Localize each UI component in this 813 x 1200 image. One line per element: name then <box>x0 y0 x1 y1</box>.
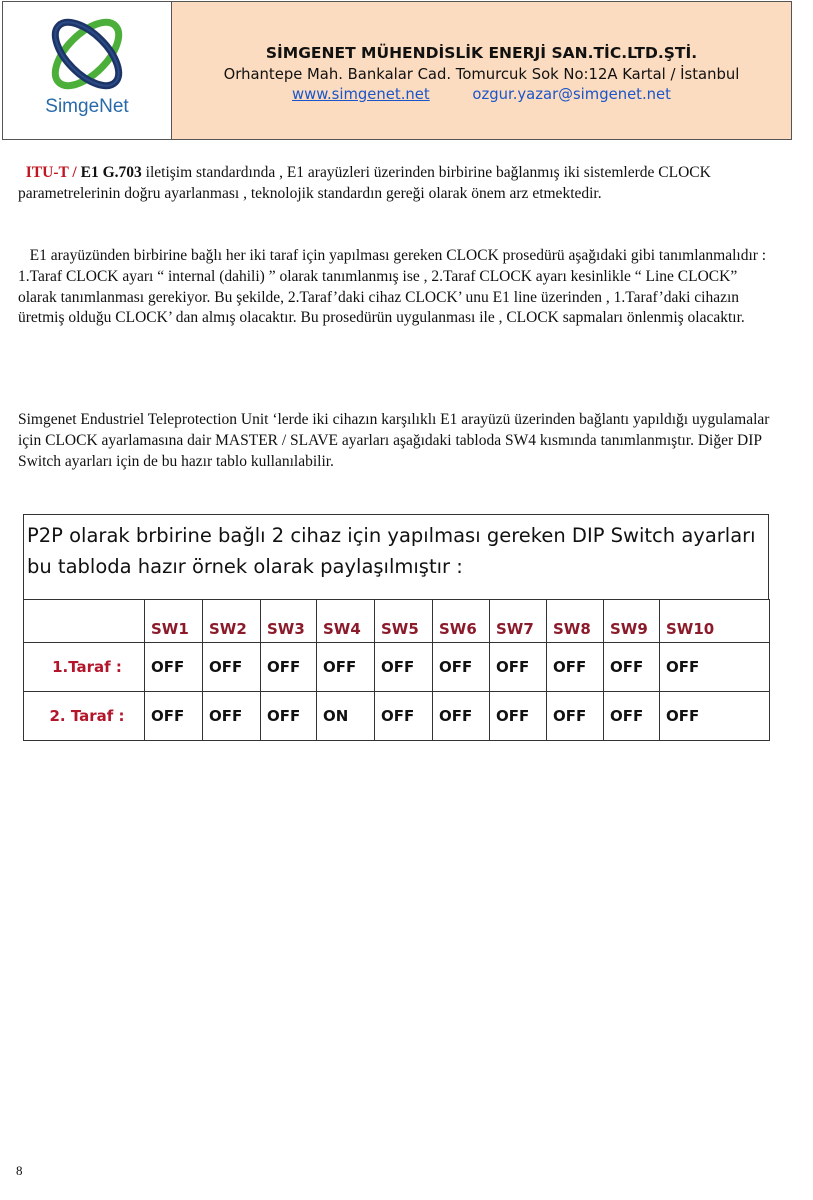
header-sw6: SW6 <box>433 600 490 643</box>
clock-procedure-paragraph <box>18 246 778 329</box>
cell-value: OFF <box>261 692 317 741</box>
header-sw2: SW2 <box>203 600 261 643</box>
page-number: 8 <box>16 1163 23 1178</box>
header-sw8: SW8 <box>547 600 604 643</box>
standard-label: E1 G.703 <box>80 164 142 181</box>
header-sw7: SW7 <box>490 600 547 643</box>
dip-switch-table <box>23 599 770 741</box>
company-address: Orhantepe Mah. Bankalar Cad. Tomurcuk Sok No:12A Kartal / İstanbul <box>223 66 740 83</box>
table-row <box>24 692 770 741</box>
row-label-taraf-1: 1.Taraf : <box>24 643 145 692</box>
letterhead <box>2 1 792 140</box>
simgenet-logo-icon <box>39 10 135 98</box>
header-sw1: SW1 <box>145 600 203 643</box>
cell-value: OFF <box>375 643 433 692</box>
cell-value: OFF <box>604 643 660 692</box>
master-slave-paragraph: Simgenet Endustriel Teleprotection Unit ‘lerde iki cihazın karşılıklı E1 arayüzü üzerinden bağlantı yapıldığı uygulamalar için CLOCK ayarlamasına dair MASTER / SLAVE ayarları aşağıdaki tabloda SW4 kısmında tanımlanmıştır. Diğer DIP Switch ayarları için de bu hazır tablo kullanılabilir. <box>18 411 770 470</box>
logo <box>3 2 172 139</box>
itu-t-label: ITU-T <box>25 164 69 181</box>
cell-value: OFF <box>490 692 547 741</box>
header-sw9: SW9 <box>604 600 660 643</box>
cell-value: OFF <box>547 643 604 692</box>
intro-paragraph <box>18 163 778 205</box>
cell-value: OFF <box>433 643 490 692</box>
intro-text: iletişim standardında , E1 arayüzleri üzerinden birbirine bağlanmış iki sistemlerde CLOCK parametrelerinin doğru ayarlanması , teknolojik standardın gereği olarak önem arz etmektedir. <box>18 164 711 202</box>
email-link[interactable]: ozgur.yazar@simgenet.net <box>472 86 671 103</box>
header-sw4: SW4 <box>317 600 375 643</box>
table-corner-cell <box>24 600 145 643</box>
cell-value: OFF <box>547 692 604 741</box>
cell-value: OFF <box>203 643 261 692</box>
table-row <box>24 643 770 692</box>
cell-value: OFF <box>145 692 203 741</box>
cell-value: OFF <box>604 692 660 741</box>
table-caption: P2P olarak brbirine bağlı 2 cihaz için yapılması gereken DIP Switch ayarları bu tabloda hazır örnek olarak paylaşılmıştır : <box>23 514 769 600</box>
website-link[interactable]: www.simgenet.net <box>292 86 430 103</box>
header-sw3: SW3 <box>261 600 317 643</box>
cell-value: OFF <box>317 643 375 692</box>
table-header-row <box>24 600 770 643</box>
header-sw10: SW10 <box>660 600 770 643</box>
cell-value: OFF <box>433 692 490 741</box>
company-name: SİMGENET MÜHENDİSLİK ENERJİ SAN.TİC.LTD.ŞTİ. <box>265 44 698 62</box>
cell-value: OFF <box>490 643 547 692</box>
cell-value: OFF <box>203 692 261 741</box>
cell-value: OFF <box>145 643 203 692</box>
header-sw5: SW5 <box>375 600 433 643</box>
company-info <box>172 2 791 139</box>
cell-value: OFF <box>261 643 317 692</box>
logo-text: SimgeNet <box>45 96 129 117</box>
row-label-taraf-2: 2. Taraf : <box>24 692 145 741</box>
cell-value: OFF <box>660 643 770 692</box>
company-links <box>292 86 671 103</box>
cell-value: OFF <box>660 692 770 741</box>
cell-value: OFF <box>375 692 433 741</box>
cell-value: ON <box>317 692 375 741</box>
clock-procedure-intro: E1 arayüzünden birbirine bağlı her iki taraf için yapılması gereken CLOCK prosedürü aşağıdaki gibi tanımlanmalıdır : <box>18 247 767 264</box>
separator: / <box>68 164 81 181</box>
clock-procedure-detail: 1.Taraf CLOCK ayarı “ internal (dahili) ” olarak tanımlanmış ise , 2.Taraf CLOCK ayarı kesinlikle “ Line CLOCK” olarak tanımlanması gerekiyor. Bu şekilde, 2.Taraf’daki cihaz CLOCK’ unu E1 line üzerinden , 1.Taraf’daki cihazın üretmiş olduğu CLOCK’ dan almış olacaktır. Bu prosedürün uygulanması ile , CLOCK sapmaları önlenmiş olacaktır. <box>18 267 745 327</box>
